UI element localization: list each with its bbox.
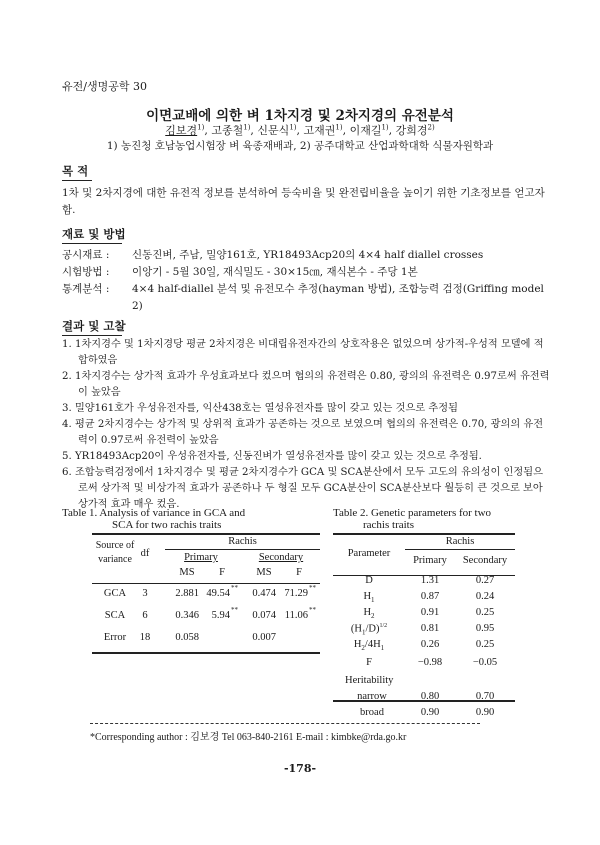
table1-row	[92, 632, 320, 652]
table2-cell-secondary: 0.70	[475, 691, 495, 702]
table2-row	[333, 623, 515, 639]
table2-cell-param: $(H_1/D)^{1/2}$	[350, 623, 388, 637]
methods-block	[62, 247, 552, 315]
table1-top-rule	[92, 533, 320, 535]
objective-heading: 목 적	[62, 164, 89, 178]
table2-rachis-header: Rachis	[445, 536, 475, 547]
table2-cell-secondary: −0.05	[472, 657, 498, 668]
table2-row	[333, 639, 515, 657]
author-name: 고종철	[211, 124, 244, 137]
result-item: 4. 평균 2차지경수는 상가적 및 상위적 효과가 공존하는 것으로 보였으며 협의의 유전력은 0.70, 광의의 유전력이 0.97로써 유전력이 높았음	[62, 419, 544, 446]
table1-cell-df: 18	[139, 632, 151, 643]
table1-df-header: df	[140, 548, 150, 559]
table1-group-rule	[165, 549, 320, 550]
method-line	[62, 264, 552, 281]
significance-mark: **	[231, 606, 238, 614]
table2-cell-secondary: 0.25	[475, 639, 495, 650]
heading-underline	[62, 243, 122, 244]
author-affiliation-mark: 1)	[335, 123, 343, 132]
table2-group-rule	[405, 549, 515, 550]
method-label: 공시재료 :	[62, 249, 110, 261]
corresponding-author-footnote: *Corresponding author : 김보경 Tel 063-840-2161 E-mail : kimbke@rda.go.kr	[90, 732, 407, 743]
method-line	[62, 247, 552, 264]
footnote-divider	[90, 723, 480, 724]
table2-caption-line1: Table 2. Genetic parameters for two	[333, 507, 492, 519]
method-text: 신동진벼, 주남, 밀양161호, YR18493Acp20의 4×4 half diallel crosses	[132, 249, 484, 261]
table2-cell-param: $H_1$	[363, 591, 375, 605]
table2-row	[333, 657, 515, 675]
table2-secondary-header: Secondary	[462, 555, 508, 566]
author-name: 신문식	[257, 124, 290, 137]
table2-cell-primary: 1.31	[420, 575, 440, 586]
significance-mark: **	[309, 606, 316, 614]
heading-underline	[62, 335, 122, 336]
section-header: 유전/생명공학 30	[62, 80, 147, 93]
table1-caption	[62, 507, 245, 531]
table2-cell-param: Heritability	[345, 675, 394, 686]
table1-ms-header: MS	[256, 567, 272, 578]
table2-cell-secondary: 0.24	[475, 591, 495, 602]
table1-cell-source: GCA	[103, 588, 127, 599]
author-name: 이재길	[349, 124, 382, 137]
result-item: 1. 1차지경수 및 1차지경당 평균 2차지경은 비대립유전자간의 상호작용은 없었으며 상가적-우성적 모델에 적합하였음	[62, 339, 544, 366]
table1-cell-s-f: 71.29	[284, 588, 308, 599]
table1-cell-s-ms: 0.074	[252, 610, 276, 621]
table1-caption-line1: Table 1. Analysis of variance in GCA and	[62, 507, 246, 519]
method-label: 통계분석 :	[62, 283, 110, 295]
table1-cell-df: 6	[142, 610, 148, 621]
table1-f-header: F	[219, 567, 225, 578]
table1-cell-df: 3	[142, 588, 148, 599]
table2-row	[333, 707, 515, 723]
author-affiliation-mark: 1)	[197, 123, 205, 132]
table1-rachis-header: Rachis	[228, 536, 257, 547]
table1-cell-source: SCA	[104, 610, 126, 621]
table2-row	[333, 607, 515, 623]
table2-cell-param: F	[366, 657, 372, 668]
table1-row	[92, 606, 320, 630]
significance-mark: **	[231, 584, 238, 592]
table1-cell-p-f: 49.54	[206, 588, 230, 599]
table1-bottom-rule	[92, 652, 320, 654]
author-name: 고재권	[303, 124, 336, 137]
table2-caption	[333, 507, 491, 531]
table1-source-header: Source of variance	[95, 540, 135, 565]
significance-mark: **	[309, 584, 316, 592]
table2-cell-param: $H_2/4H_1$	[353, 639, 385, 653]
table1-cell-p-f: 5.94	[211, 610, 230, 621]
table2-cell-secondary: 0.95	[475, 623, 495, 634]
affiliations: 1) 농진청 호남농업시험장 벼 육종재배과, 2) 공주대학교 산업과학대학 식물자원학과	[106, 140, 494, 152]
table2-cell-primary: 0.26	[420, 639, 440, 650]
table2-cell-param: broad	[360, 707, 384, 718]
author-affiliation-mark: 1)	[289, 123, 297, 132]
method-label: 시험방법 :	[62, 266, 110, 278]
table2-cell-primary: 0.90	[420, 707, 440, 718]
table2-cell-primary: 0.87	[420, 591, 440, 602]
results-heading: 결과 및 고찰	[62, 319, 126, 333]
author-separator: ,	[204, 124, 212, 137]
result-item: 2. 1차지경수는 상가적 효과가 우성효과보다 컸으며 협의의 유전력은 0.80, 광의의 유전력은 0.97로써 유전력이 높았음	[62, 371, 550, 398]
table2-cell-param: narrow	[357, 691, 387, 702]
table2-cell-primary: 0.81	[420, 623, 440, 634]
author-separator: ,	[296, 124, 304, 137]
table1-secondary-header: Secondary	[258, 552, 304, 563]
table2-row	[333, 691, 515, 707]
author-affiliation-mark: 2)	[427, 123, 435, 132]
table1-cell-s-ms: 0.007	[252, 632, 276, 643]
table2-cell-param: $H_2$	[363, 607, 375, 621]
method-text: 4×4 half-diallel 분석 및 유전모수 추정(hayman 방법), 조합능력 검정(Griffing model 2)	[132, 283, 544, 312]
table2-cell-secondary: 0.90	[475, 707, 495, 718]
table1-cell-s-ms: 0.474	[252, 588, 276, 599]
objective-text: 1차 및 2차지경에 대한 유전적 정보를 분석하여 등숙비율 및 완전립비율을 높이기 위한 기초정보를 얻고자 함.	[62, 187, 545, 216]
table1-ms-header: MS	[179, 567, 195, 578]
table1-row	[92, 584, 320, 608]
table1-cell-p-ms: 0.058	[175, 632, 199, 643]
table2-cell-secondary: 0.25	[475, 607, 495, 618]
table1-cell-p-ms: 2.881	[175, 588, 199, 599]
result-item: 3. 밀양161호가 우성유전자를, 익산438호는 열성유전자를 많이 갖고 있는 것으로 추정됨	[62, 403, 458, 414]
table2-cell-primary: 0.80	[420, 691, 440, 702]
table2-cell-primary: −0.98	[417, 657, 443, 668]
table2-primary-header: Primary	[413, 555, 447, 566]
author-separator: ,	[388, 124, 396, 137]
table1-caption-line2: SCA for two rachis traits	[112, 519, 222, 531]
table2-top-rule	[333, 533, 515, 535]
table1-header-rule	[92, 583, 320, 584]
result-item: 5. YR18493Acp20이 우성유전자를, 신동진벼가 열성유전자를 많이 갖고 있는 것으로 추정됨.	[62, 451, 482, 462]
result-item: 6. 조합능력검정에서 1차지경수 및 평균 2차지경수가 GCA 및 SCA분산에서 모두 고도의 유의성이 인정됨으로써 상가적 및 비상가적 효과가 공존하나 두 형질 모두 GCA분산이 SCA분산보다 월등히 큰 것으로 보아 상가적 효과 매우 컸음.	[62, 467, 543, 510]
heading-underline	[62, 180, 92, 181]
table1-primary-header: Primary	[184, 552, 218, 563]
table2-row	[333, 675, 515, 691]
method-text: 이앙기 - 5월 30일, 재식밀도 - 30×15㎝, 재식본수 - 주당 1본	[132, 266, 418, 278]
paper-title: 이면교배에 의한 벼 1차지경 및 2차지경의 유전분석	[146, 108, 454, 124]
table2-caption-line2: rachis traits	[363, 519, 415, 531]
page-number: -178-	[283, 762, 317, 775]
author-name: 강희경	[395, 124, 428, 137]
table1-cell-s-f: 11.06	[284, 610, 308, 621]
results-list	[62, 337, 552, 513]
author-affiliation-mark: 1)	[243, 123, 251, 132]
table2-cell-param: D	[365, 575, 373, 586]
author-affiliation-mark: 1)	[381, 123, 389, 132]
table1-f-header: F	[296, 567, 302, 578]
table1-cell-p-ms: 0.346	[175, 610, 199, 621]
method-line	[62, 281, 552, 315]
table2-cell-secondary: 0.27	[475, 575, 495, 586]
table2-row	[333, 591, 515, 607]
author-separator: ,	[342, 124, 350, 137]
methods-heading: 재료 및 방법	[62, 227, 126, 241]
author-name: 김보경	[165, 124, 198, 137]
table2-row	[333, 575, 515, 591]
author-separator: ,	[250, 124, 258, 137]
table2-cell-primary: 0.91	[420, 607, 440, 618]
author-list	[0, 122, 600, 138]
table1-cell-source: Error	[103, 632, 127, 643]
table2-parameter-header: Parameter	[347, 548, 391, 559]
